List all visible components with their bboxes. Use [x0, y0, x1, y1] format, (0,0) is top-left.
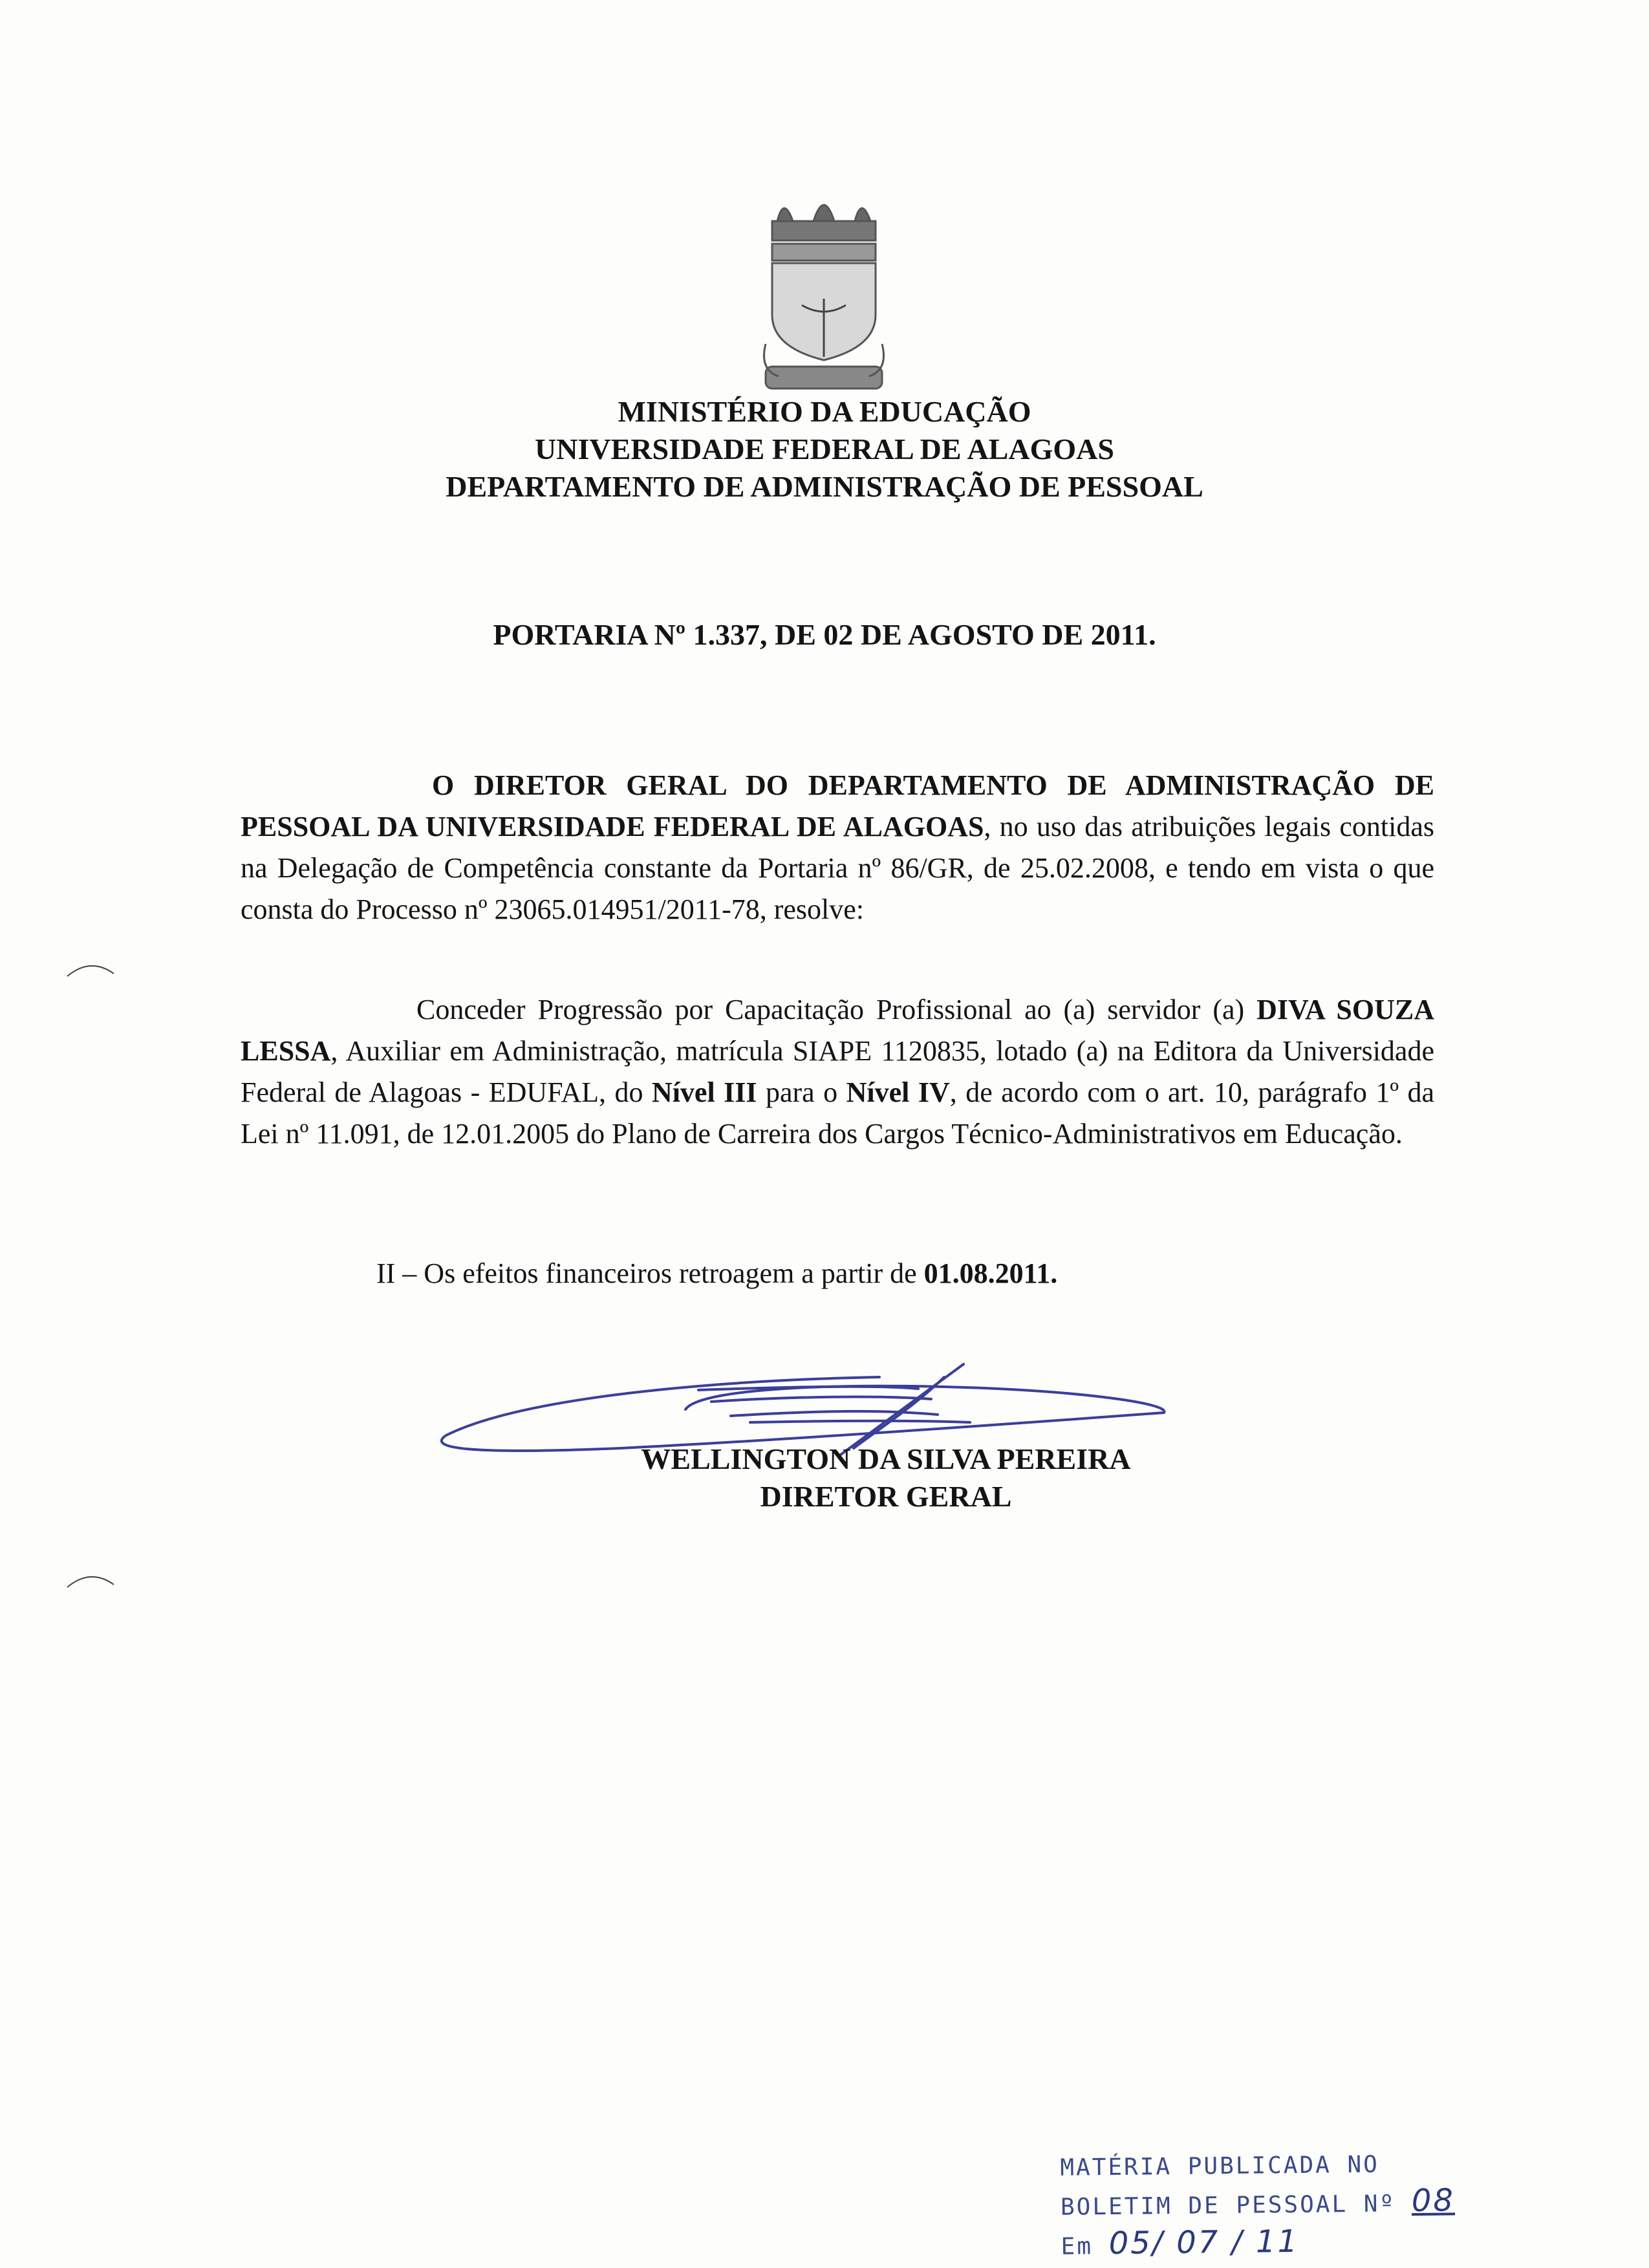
level-to: Nível IV	[846, 1076, 950, 1108]
university-title: UNIVERSIDADE FEDERAL DE ALAGOAS	[535, 433, 1114, 465]
stamp-line-3: Em 05/ 07 / 11	[1061, 2223, 1300, 2262]
university-crest	[763, 182, 885, 396]
article-1-text-c: para o	[757, 1076, 846, 1108]
document-header	[0, 393, 1649, 506]
hole-punch-mark	[65, 1568, 116, 1594]
signer-name: WELLINGTON DA SILVA PEREIRA	[641, 1442, 1131, 1475]
article-2-text: II – Os efeitos financeiros retroagem a partir de	[376, 1257, 924, 1289]
department-title: DEPARTAMENTO DE ADMINISTRAÇÃO DE PESSOAL	[446, 470, 1203, 503]
effective-date: 01.08.2011.	[923, 1257, 1058, 1289]
preamble-text: , no uso das atribuições legais contidas na Delegação de Competência constante da Portaria nº 86/GR, de 25.02.2008, e tendo em vista o que consta do Processo nº 23065.014951/2011-78, resolve:	[241, 811, 1435, 925]
publication-date: 05/ 07 / 11	[1108, 2223, 1300, 2262]
hole-punch-mark	[65, 957, 116, 983]
preamble-lead: O DIRETOR GERAL DO DEPARTAMENTO DE ADMINISTRAÇÃO DE PESSOAL DA UNIVERSIDADE FEDERAL DE ALAGOAS	[241, 769, 1434, 842]
stamp-line-1: MATÉRIA PUBLICADA NO	[1060, 2151, 1380, 2181]
signer-title: DIRETOR GERAL	[760, 1480, 1012, 1513]
article-1-paragraph	[241, 989, 1434, 1155]
servant-name: DIVA SOUZA LESSA	[241, 994, 1434, 1067]
publication-stamp	[1060, 2145, 1527, 2265]
stamp-line-2: BOLETIM DE PESSOAL Nº 08	[1060, 2182, 1456, 2221]
article-2-paragraph	[241, 1253, 1434, 1294]
article-1-text-d: , de acordo com o art. 10, parágrafo 1º da Lei nº 11.091, de 12.01.2005 do Plano de Carreira dos Cargos Técnico-Administrativos em Educação.	[241, 1076, 1434, 1150]
signer-block	[0, 1440, 1649, 1515]
bulletin-number: 08	[1411, 2182, 1456, 2220]
article-1-text-b: , Auxiliar em Administração, matrícula SIAPE 1120835, lotado (a) na Editora da Universidade Federal de Alagoas - EDUFAL, do	[241, 1035, 1434, 1108]
preamble-paragraph	[241, 765, 1434, 930]
level-from: Nível III	[651, 1076, 757, 1108]
portaria-title: PORTARIA Nº 1.337, DE 02 DE AGOSTO DE 2011.	[493, 618, 1156, 651]
article-1-text-a: Conceder Progressão por Capacitação Profissional ao (a) servidor (a)	[416, 994, 1257, 1025]
ministry-title: MINISTÉRIO DA EDUCAÇÃO	[618, 395, 1031, 428]
